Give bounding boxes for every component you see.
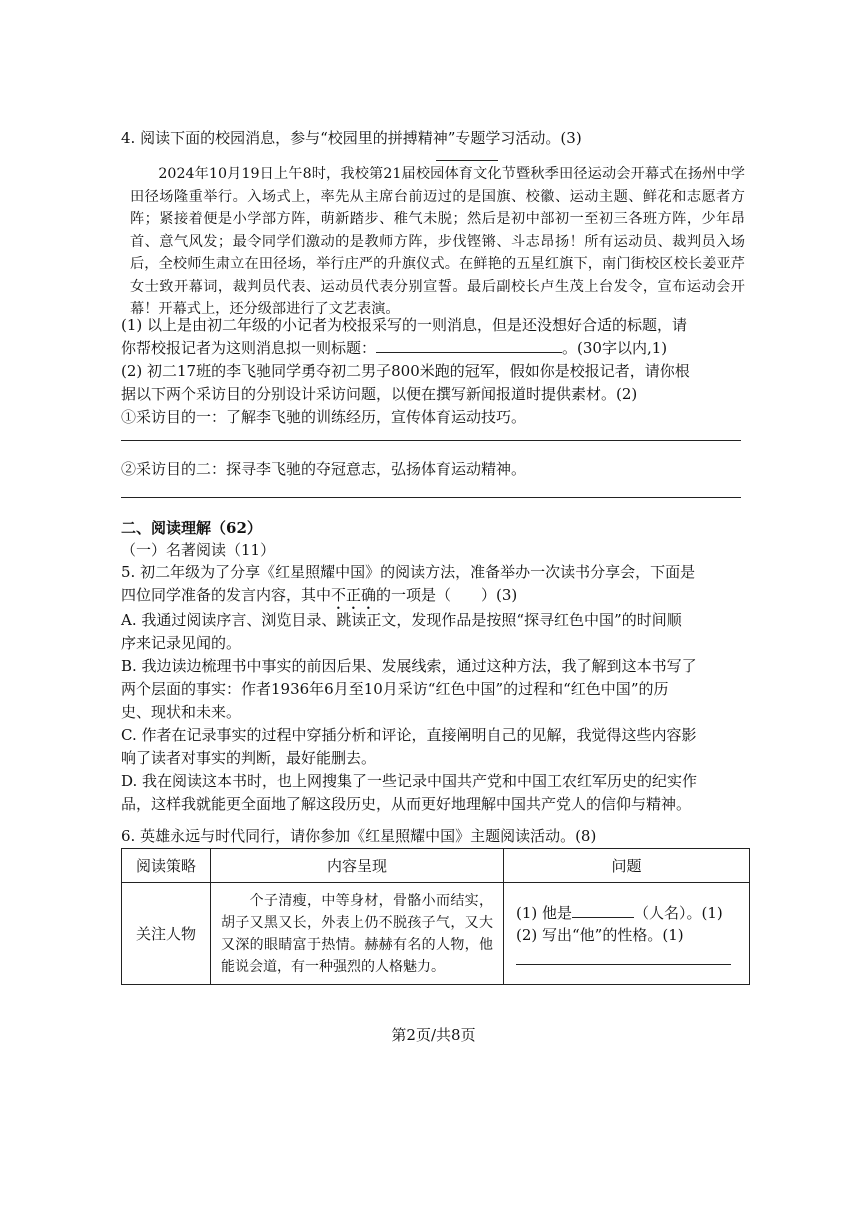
option-c-line1: C. 作者在记录事实的过程中穿插分析和评论，直接阐明自己的见解，我觉得这些内容影 — [121, 726, 697, 744]
table-header-row — [122, 849, 750, 883]
q4-sub1-line2 — [121, 338, 667, 358]
option-d-line2: 品，这样我就能更全面地了解这段历史，从而更好地理解中国共产党人的信仰与精神。 — [121, 795, 692, 813]
title-answer-blank[interactable] — [376, 338, 562, 353]
decorative-short-rule — [436, 160, 498, 161]
answer-line-2[interactable] — [121, 497, 741, 498]
header-strategy: 阅读策略 — [122, 849, 211, 883]
name-answer-blank[interactable] — [572, 903, 634, 918]
option-b-line3: 史、现状和未来。 — [121, 703, 242, 721]
section-heading: 二、阅读理解（62） — [121, 519, 262, 537]
q5-line1: 5. 初二年级为了分享《红星照耀中国》的阅读方法，准备举办一次读书分享会，下面是 — [121, 563, 696, 581]
option-b-line2: 两个层面的事实：作者1936年6月至10月采访“红色中国”的过程和“红色中国”的历 — [121, 680, 669, 698]
q5-stem-end: 的一项是（ ）(3) — [376, 586, 518, 604]
question-1 — [516, 902, 737, 924]
content-cell: 个子清瘦，中等身材，骨骼小而结实，胡子又黑又长，外表上仍不脱孩子气，又大又深的眼睛富于热情。赫赫有名的人物，他能说会道，有一种强烈的人格魅力。 — [211, 883, 504, 985]
option-d-line1: D. 我在阅读这本书时，也上网搜集了一些记录中国共产党和中国工农红军历史的纪实作 — [121, 772, 698, 790]
q4-sub2-line1: (2) 初二17班的李飞驰同学勇夺初二男子800米跑的冠军，假如你是校报记者，请你根 — [121, 362, 690, 380]
header-content: 内容呈现 — [211, 849, 504, 883]
q4-sub1-prompt: 你帮校报记者为这则消息拟一则标题： — [121, 339, 377, 357]
question-cell — [504, 883, 750, 985]
q5-line2 — [121, 585, 517, 613]
q4-sub2-line2: 据以下两个采访目的分别设计采访问题，以便在撰写新闻报道时提供素材。(2) — [121, 385, 638, 403]
interview-purpose-2: ②采访目的二：探寻李飞驰的夺冠意志，弘扬体育运动精神。 — [121, 460, 527, 478]
q4-sub1-line1: (1) 以上是由初二年级的小记者为校报采写的一则消息，但是还没想好合适的标题，请 — [121, 316, 688, 334]
option-a-line2: 序来记录见闻的。 — [121, 634, 242, 652]
header-question: 问题 — [504, 849, 750, 883]
option-b-line1: B. 我边读边梳理书中事实的前因后果、发展线索，通过这种方法，我了解到这本书写了 — [121, 657, 697, 675]
table-row — [122, 883, 750, 985]
question-1-points: （人名）。(1) — [634, 904, 723, 922]
q4-title: 4. 阅读下面的校园消息，参与“校园里的拼搏精神”专题学习活动。(3) — [121, 129, 582, 147]
q5-stem: 四位同学准备的发言内容，其中 — [121, 586, 332, 604]
character-answer-line[interactable] — [516, 950, 731, 965]
question-1-text: (1) 他是 — [516, 904, 573, 922]
strategy-cell: 关注人物 — [122, 883, 211, 985]
q4-sub1-points: 。(30字以内,1) — [562, 339, 668, 357]
interview-purpose-1: ①采访目的一：了解李飞驰的训练经历，宣传体育运动技巧。 — [121, 408, 527, 426]
news-passage — [130, 163, 745, 321]
reading-activity-table — [121, 848, 750, 985]
subsection-heading: （一）名著阅读（11） — [121, 541, 276, 559]
q6-title: 6. 英雄永远与时代同行，请你参加《红星照耀中国》主题阅读活动。(8) — [121, 827, 597, 845]
page-footer: 第2页/共8页 — [391, 1026, 476, 1044]
option-a-line1: A. 我通过阅读序言、浏览目录、跳读正文，发现作品是按照“探寻红色中国”的时间顺 — [121, 611, 682, 629]
emphasized-not-correct: 不正确 — [331, 586, 377, 604]
answer-line-1[interactable] — [121, 440, 741, 441]
news-text: 2024年10月19日上午8时，我校第21届校园体育文化节暨秋季田径运动会开幕式在扬州中学田径场隆重举行。入场式上，率先从主席台前迈过的是国旗、校徽、运动主题、鲜花和志愿者方阵；紧接着便是小学部方阵，萌新踏步、稚气未脱；然后是初中部初一至初三各班方阵，少年昂首、意气风发；最令同学们激动的是教师方阵，步伐铿锵、斗志昂扬！所有运动员、裁判员入场后，全校师生肃立在田径场，举行庄严的升旗仪式。在鲜艳的五星红旗下，南门街校区校长姜亚芹女士致开幕词，裁判员代表、运动员代表分别宣誓。最后副校长卢生茂上台发令，宣布运动会开幕！开幕式上，还分级部进行了文艺表演。 — [130, 166, 745, 317]
question-2: (2) 写出“他”的性格。(1) — [516, 926, 684, 944]
option-c-line2: 响了读者对事实的判断，最好能删去。 — [121, 749, 377, 767]
